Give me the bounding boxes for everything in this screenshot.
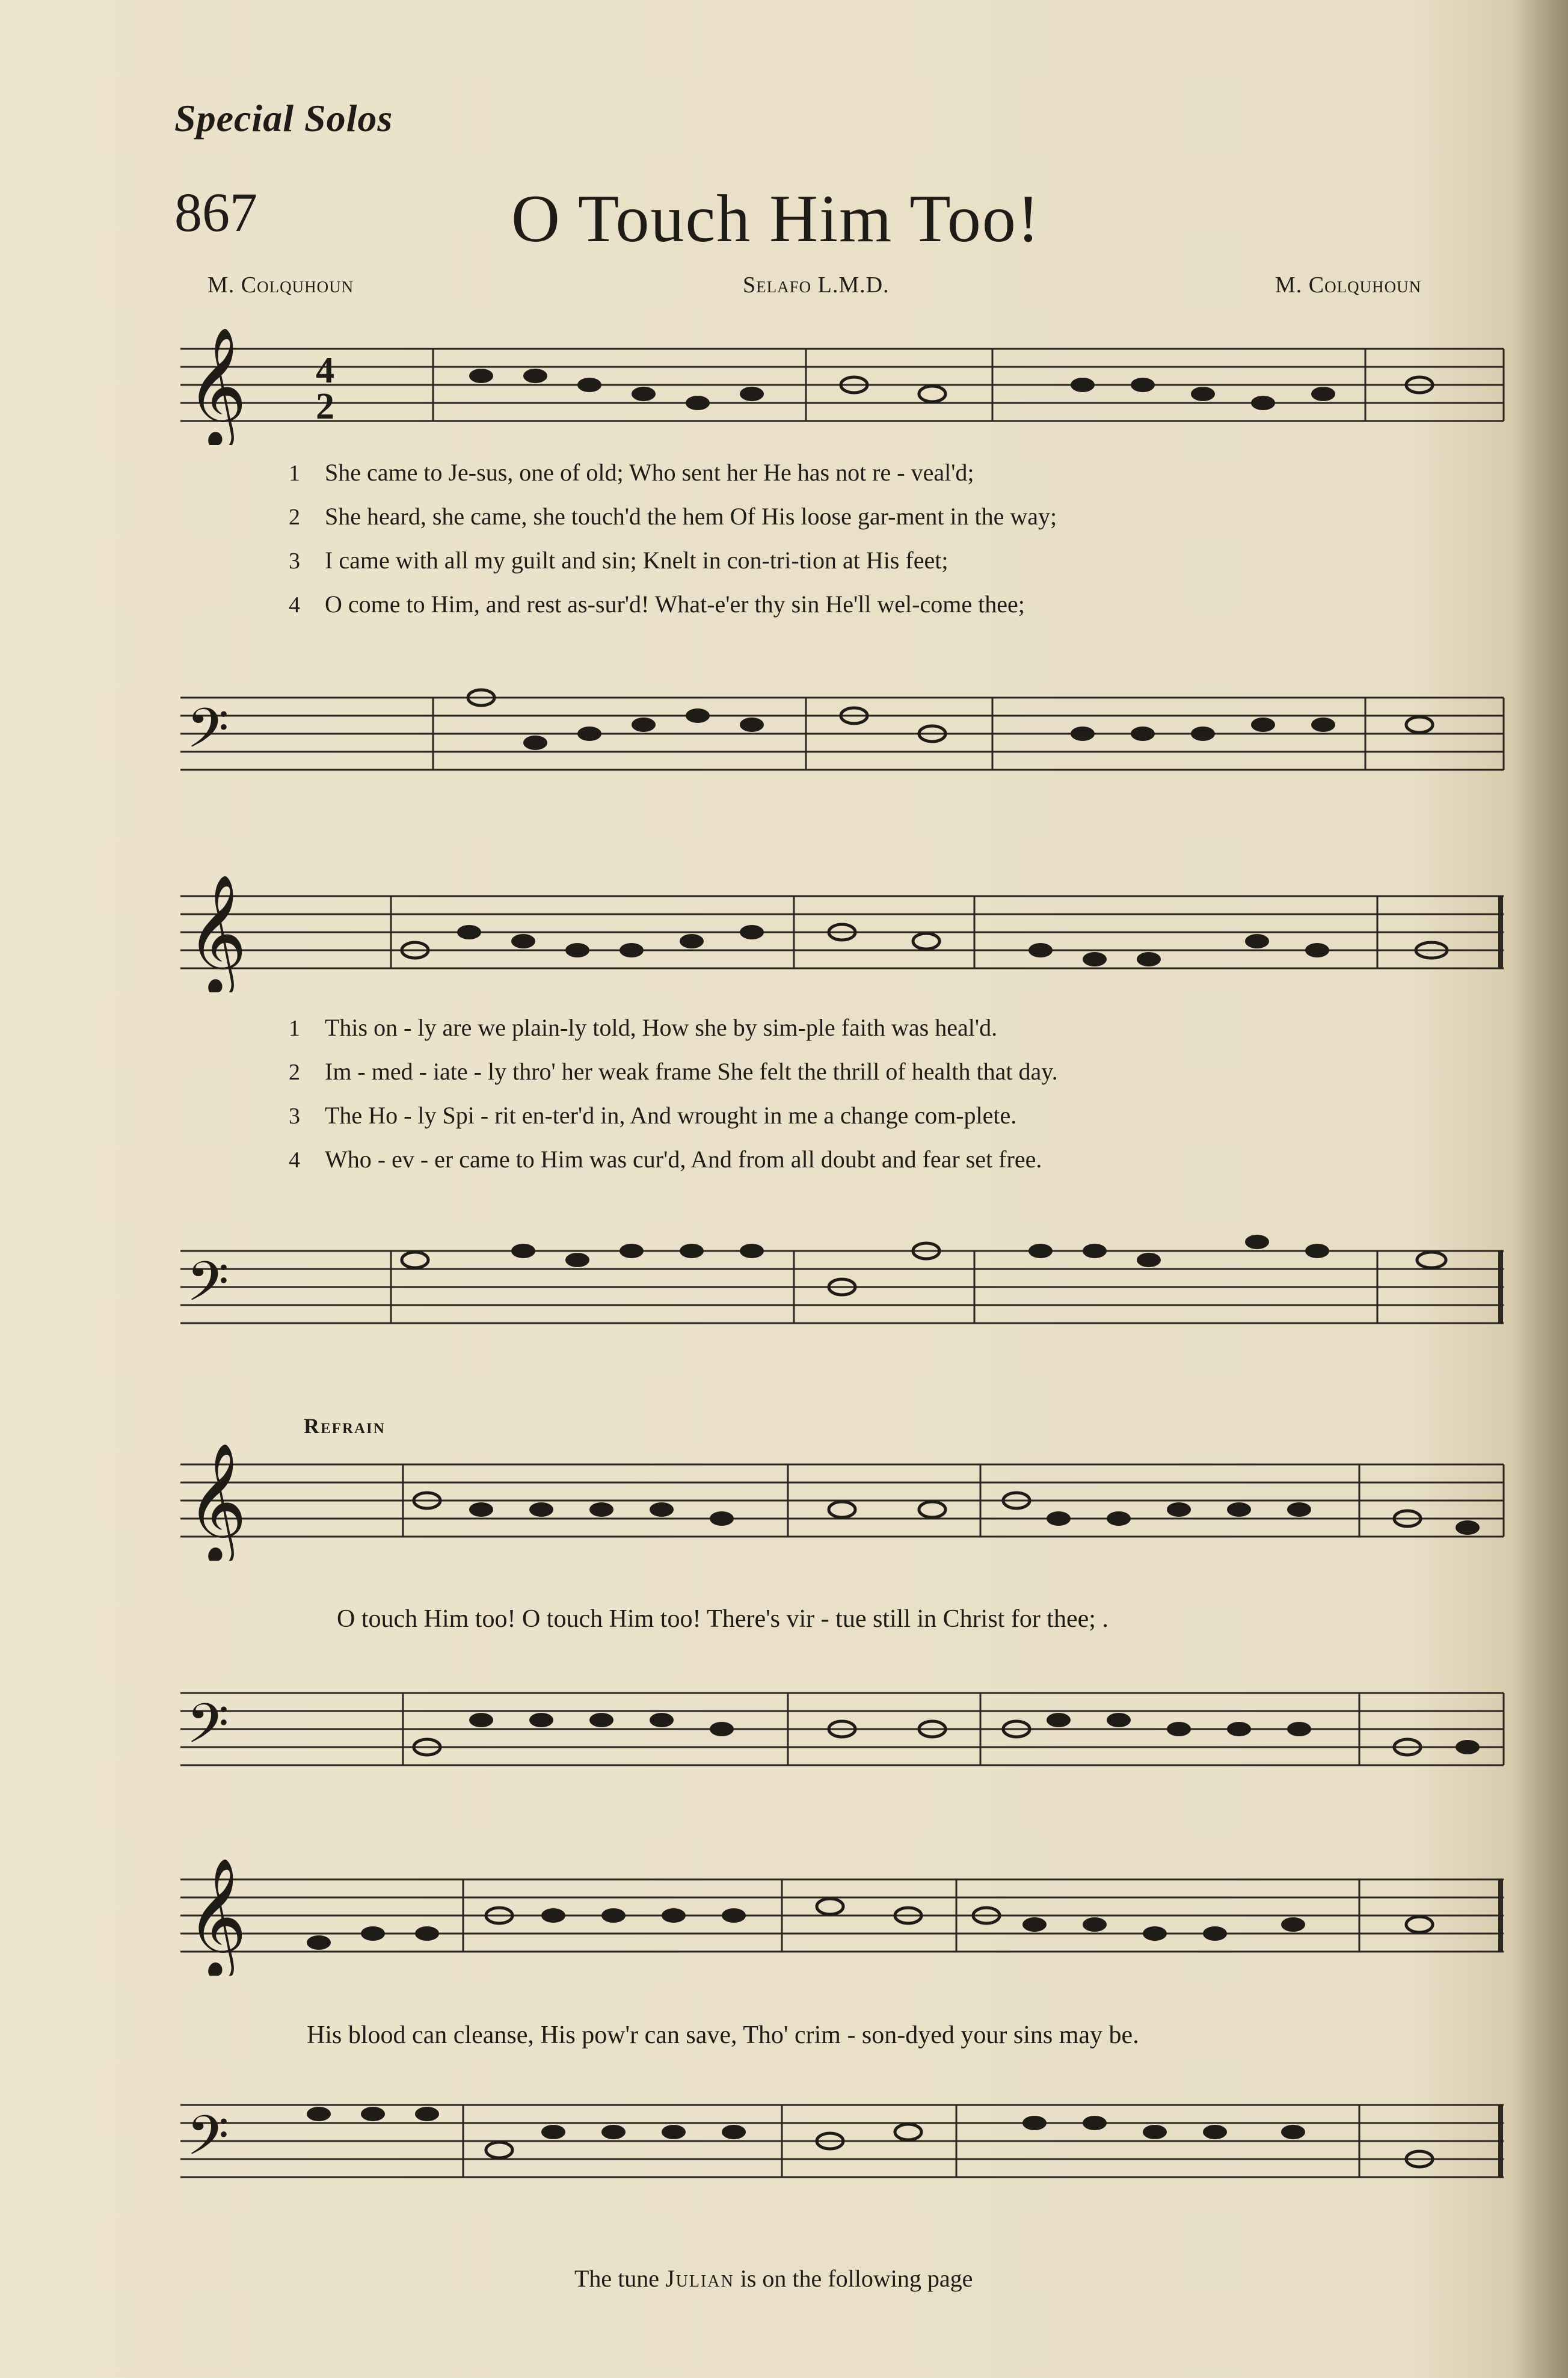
treble-staff-system-2: [180, 872, 1516, 992]
svg-text:𝄞: 𝄞: [186, 1857, 247, 1976]
footer-suffix: is on the following page: [740, 2265, 973, 2292]
svg-text:𝄢: 𝄢: [186, 1250, 229, 1327]
treble-staff-system-4: [180, 1855, 1516, 1976]
svg-text:𝄢: 𝄢: [186, 2104, 229, 2181]
bass-staff-system-2: [180, 1209, 1516, 1353]
verse-line: She came to Je-sus, one of old; Who sent her He has not re - veal'd;: [325, 459, 974, 486]
refrain-lyric-line-2: His blood can cleanse, His pow'r can save, Tho' crim - son-dyed your sins may be.: [307, 2021, 1139, 2049]
time-sig-bottom: 2: [316, 386, 334, 427]
treble-staff-system-1: [180, 325, 1516, 445]
svg-text:𝄞: 𝄞: [186, 327, 247, 445]
svg-text:𝄢: 𝄢: [186, 1692, 229, 1769]
bass-staff-system-3: [180, 1651, 1516, 1795]
verse-number: 3: [289, 1104, 300, 1129]
svg-text:𝄞: 𝄞: [186, 874, 247, 992]
verse-number: 4: [289, 1148, 300, 1173]
verse-number: 4: [289, 592, 300, 618]
verse-line: O come to Him, and rest as-sur'd! What-e'er thy sin He'll wel-come thee;: [325, 591, 1025, 618]
section-heading: Special Solos: [174, 97, 393, 140]
bass-staff-system-1: [180, 656, 1516, 800]
svg-text:𝄞: 𝄞: [186, 1442, 247, 1561]
verse-line: She heard, she came, she touch'd the hem Of His loose gar-ment in the way;: [325, 503, 1057, 530]
time-sig-top: 4: [316, 350, 334, 391]
verse-number: 1: [289, 1016, 300, 1041]
hymn-title: O Touch Him Too!: [511, 182, 1041, 256]
refrain-label: Refrain: [304, 1414, 386, 1438]
refrain-lyric-line-1: O touch Him too! O touch Him too! There's vir - tue still in Christ for thee; .: [337, 1605, 1108, 1633]
treble-staff-system-3: [180, 1440, 1516, 1561]
verse-line: This on - ly are we plain-ly told, How she by sim-ple faith was heal'd.: [325, 1014, 998, 1041]
bass-staff-system-4: [180, 2063, 1516, 2207]
verse-number: 3: [289, 548, 300, 574]
footer-tune-name: Julian: [665, 2265, 734, 2292]
verse-line: Who - ev - er came to Him was cur'd, And from all doubt and fear set free.: [325, 1146, 1042, 1173]
verse-line: The Ho - ly Spi - rit en-ter'd in, And wrought in me a change com-plete.: [325, 1102, 1017, 1129]
verse-line: I came with all my guilt and sin; Knelt in con-tri-tion at His feet;: [325, 547, 948, 574]
tune-credit: Selafo L.M.D.: [743, 272, 890, 298]
verse-number: 2: [289, 505, 300, 530]
footer-note: [574, 2264, 973, 2293]
page-edge-shadow: [1514, 0, 1568, 2378]
music-credit: M. Colquhoun: [1275, 272, 1422, 298]
verse-number: 1: [289, 461, 300, 486]
hymn-number: 867: [174, 182, 257, 243]
footer-prefix: The tune: [574, 2265, 660, 2292]
words-credit: M. Colquhoun: [208, 272, 354, 298]
verse-number: 2: [289, 1060, 300, 1085]
svg-text:𝄢: 𝄢: [186, 696, 229, 773]
verse-line: Im - med - iate - ly thro' her weak frame She felt the thrill of health that day.: [325, 1058, 1058, 1085]
